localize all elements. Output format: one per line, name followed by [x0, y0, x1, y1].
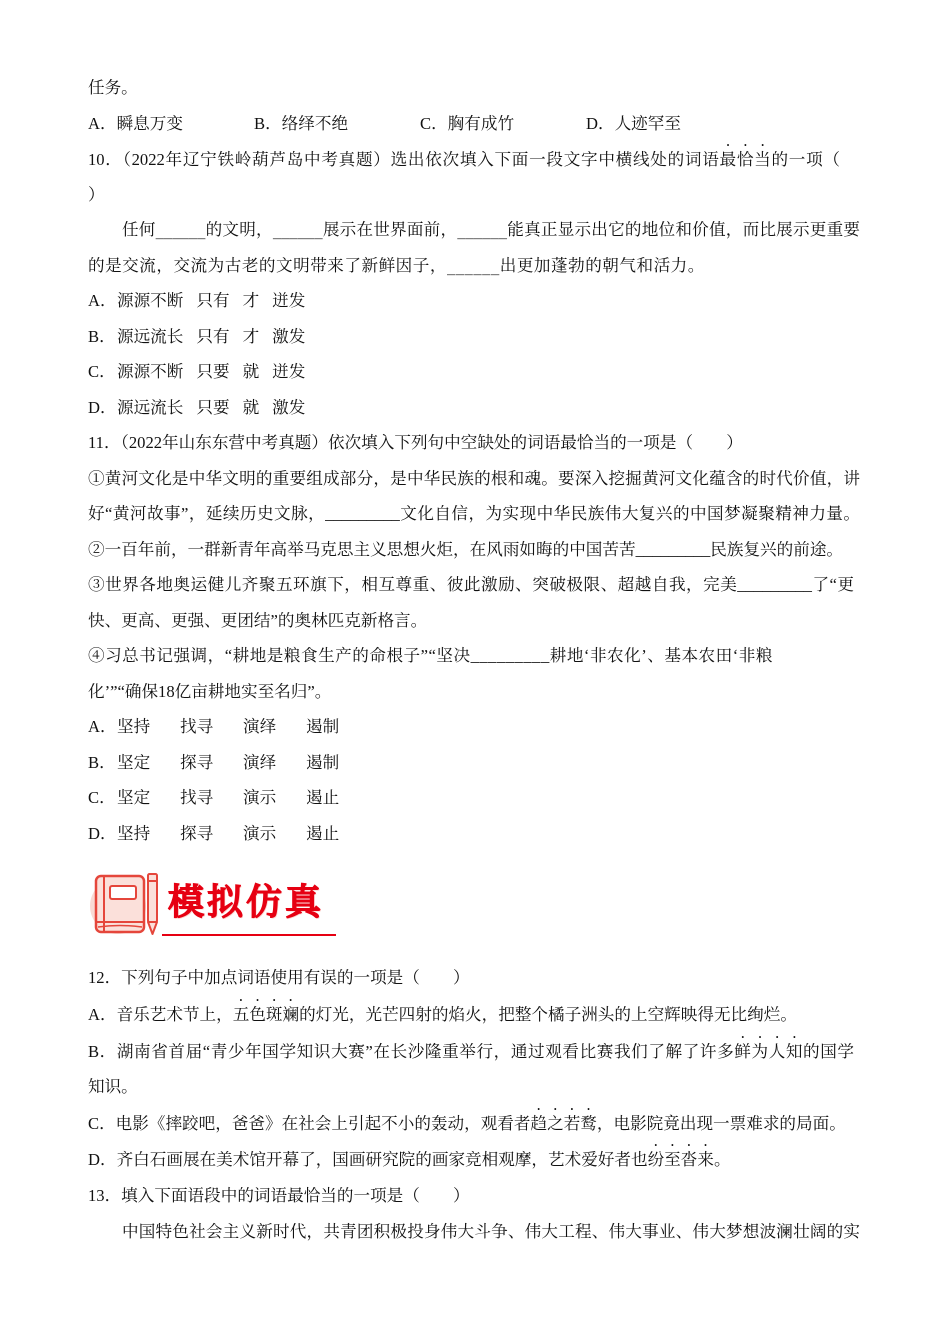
option-label: D． [586, 113, 615, 133]
option-word: 演绎 [243, 752, 277, 772]
option-word: 遏止 [306, 823, 340, 843]
option-word: 坚定 [117, 752, 151, 772]
q9-option-b [254, 106, 420, 142]
option-word: 只要 [196, 362, 230, 381]
q11-sentence-1-line-2: 好“黄河故事”，延续历史文脉，_________文化自信，为实现中华民族伟大复兴的中国梦凝聚精神力量。 [88, 504, 860, 523]
option-emphasis: 趋之若鹜 [530, 1114, 597, 1134]
option-label: A． [88, 717, 117, 736]
option-word: 才 [242, 326, 260, 346]
q10-stem [88, 141, 840, 177]
section-title: 模拟仿真 [168, 881, 325, 923]
option-label: B． [88, 752, 116, 772]
option-word: 源源不断 [117, 291, 184, 310]
option-word: 就 [242, 397, 260, 417]
q11-option-b [88, 745, 860, 781]
q10-option-c [88, 354, 860, 390]
q10-stem-emphasis: 最恰当 [719, 150, 772, 169]
q9-option-c [420, 106, 586, 142]
option-word: 源源不断 [117, 362, 184, 381]
q11-sentence-2: ②一百年前，一群新青年高举马克思主义思想火炬，在风雨如晦的中国苦苦_________民族复兴的前途。 [88, 539, 844, 559]
q12-option-d [88, 1141, 860, 1177]
q10-stem-close: ） [88, 184, 105, 204]
option-text-end: ，电影院竟出现一票难求的局面。 [596, 1114, 846, 1134]
option-emphasis: 五色斑斓 [232, 1005, 300, 1025]
option-label: C． [88, 362, 116, 381]
option-label: C． [420, 113, 448, 133]
option-word: 探寻 [180, 823, 214, 843]
option-word: 找寻 [180, 717, 214, 736]
q11-sentence-1-line-1: ①黄河文化是中华文明的重要组成部分，是中华民族的根和魂。要深入挖掘黄河文化蕴含的时代价值，讲 [88, 468, 860, 488]
q9-option-d [586, 106, 752, 142]
option-label: D． [88, 1150, 117, 1170]
option-word: 源远流长 [117, 397, 184, 417]
option-text: 络绎不绝 [281, 113, 349, 133]
q12-stem: 12．下列句子中加点词语使用有误的一项是（ ） [88, 968, 470, 987]
option-label: B． [88, 1041, 117, 1061]
q11-stem: 11．（2022年山东东营中考真题）依次填入下列句中空缺处的词语最恰当的一项是（ ） [88, 433, 743, 452]
option-text: 电影《摔跤吧，爸爸》在社会上引起不小的轰动，观看者 [115, 1114, 531, 1134]
option-word: 遏制 [306, 717, 340, 736]
option-word: 演绎 [243, 717, 277, 736]
q10-stem-text: 10．（2022年辽宁铁岭葫芦岛中考真题）选出依次填入下面一段文字中横线处的词语 [88, 150, 720, 169]
option-label: B． [254, 113, 282, 133]
option-label: B． [88, 326, 116, 346]
option-word: 找寻 [180, 788, 214, 807]
option-label: C． [88, 788, 116, 807]
option-word: 演示 [243, 788, 277, 807]
q11-sentence-3-line-2: 快、更高、更强、更团结”的奥林匹克新格言。 [88, 610, 428, 630]
q10-option-d [88, 390, 860, 426]
section-header [88, 866, 348, 942]
option-word: 才 [242, 291, 260, 310]
option-word: 演示 [243, 823, 277, 843]
q12-option-b [88, 1033, 854, 1069]
q11-option-c [88, 780, 860, 816]
option-emphasis: 纷至沓来 [647, 1150, 714, 1170]
option-text: 人迹罕至 [614, 113, 681, 133]
option-word: 坚持 [117, 717, 151, 736]
q9-stem-tail: 任务。 [88, 78, 138, 97]
option-label: D． [88, 823, 117, 843]
option-text-end: 。 [713, 1150, 731, 1170]
option-text: 音乐艺术节上， [116, 1005, 233, 1025]
option-word: 只要 [196, 397, 230, 417]
option-emphasis: 鲜为人知 [734, 1041, 804, 1061]
option-label: A． [88, 1005, 117, 1025]
q10-passage-line-2: 的是交流，交流为古老的文明带来了新鲜因子，______出更加蓬勃的朝气和活力。 [88, 255, 705, 275]
option-text: 齐白石画展在美术馆开幕了，国画研究院的画家竞相观摩，艺术爱好者也 [116, 1150, 648, 1170]
q9-option-a [88, 106, 254, 142]
option-word: 源远流长 [117, 326, 184, 346]
option-text: 胸有成竹 [447, 113, 515, 133]
option-word: 迸发 [272, 362, 306, 381]
q11-sentence-3-line-1: ③世界各地奥运健儿齐聚五环旗下，相互尊重、彼此激励、突破极限、超越自我，完美_________了“更 [88, 575, 854, 594]
option-text: 瞬息万变 [116, 113, 183, 133]
option-word: 就 [242, 362, 260, 381]
option-word: 遏制 [306, 752, 340, 772]
q11-option-a [88, 709, 860, 745]
option-label: C． [88, 1114, 116, 1134]
q10-option-a [88, 283, 860, 319]
q11-option-d [88, 816, 860, 852]
section-questions-12-13 [88, 960, 860, 1250]
q12-option-c [88, 1105, 860, 1141]
q12-option-a [88, 996, 860, 1032]
option-word: 迸发 [272, 291, 306, 310]
option-word: 坚定 [117, 788, 151, 807]
q10-stem-text-end: 的一项（ [771, 150, 840, 169]
option-label: A． [88, 113, 117, 133]
option-word: 遏止 [306, 788, 340, 807]
option-text: 湖南省首届“青少年国学知识大赛”在长沙隆重举行，通过观看比赛我们了解了许多 [116, 1041, 735, 1061]
book-pencil-icon [88, 866, 164, 942]
option-word: 探寻 [180, 752, 214, 772]
option-word: 只有 [196, 291, 230, 310]
option-word: 坚持 [117, 823, 151, 843]
option-word: 只有 [196, 326, 230, 346]
q12-option-b-continued: 知识。 [88, 1076, 138, 1096]
q13-passage-line-1: 中国特色社会主义新时代，共青团积极投身伟大斗争、伟大工程、伟大事业、伟大梦想波澜壮阔的实 [122, 1222, 860, 1242]
option-text-end: 的国学 [803, 1041, 855, 1061]
q10-option-b [88, 319, 860, 355]
option-label: D． [88, 397, 117, 417]
q11-sentence-4-line-2: 化’”“确保18亿亩耕地实至名归”。 [88, 681, 332, 701]
option-label: A． [88, 291, 117, 310]
q11-sentence-4-line-1: ④习总书记强调，“耕地是粮食生产的命根子”“坚决_________耕地‘非农化’、基本农田‘非粮 [88, 646, 773, 665]
q10-passage-line-1: 任何______的文明，______展示在世界面前，______能真正显示出它的地位和价值，而比展示更重要 [122, 220, 860, 239]
option-word: 激发 [272, 397, 306, 417]
section-questions-9-11 [88, 70, 860, 851]
option-word: 激发 [272, 326, 306, 346]
option-text-end: 的灯光，光芒四射的焰火，把整个橘子洲头的上空辉映得无比绚烂。 [299, 1005, 797, 1025]
q13-stem: 13．填入下面语段中的词语最恰当的一项是（ ） [88, 1185, 470, 1205]
q9-options [88, 106, 860, 142]
section-title-underline [162, 934, 336, 936]
